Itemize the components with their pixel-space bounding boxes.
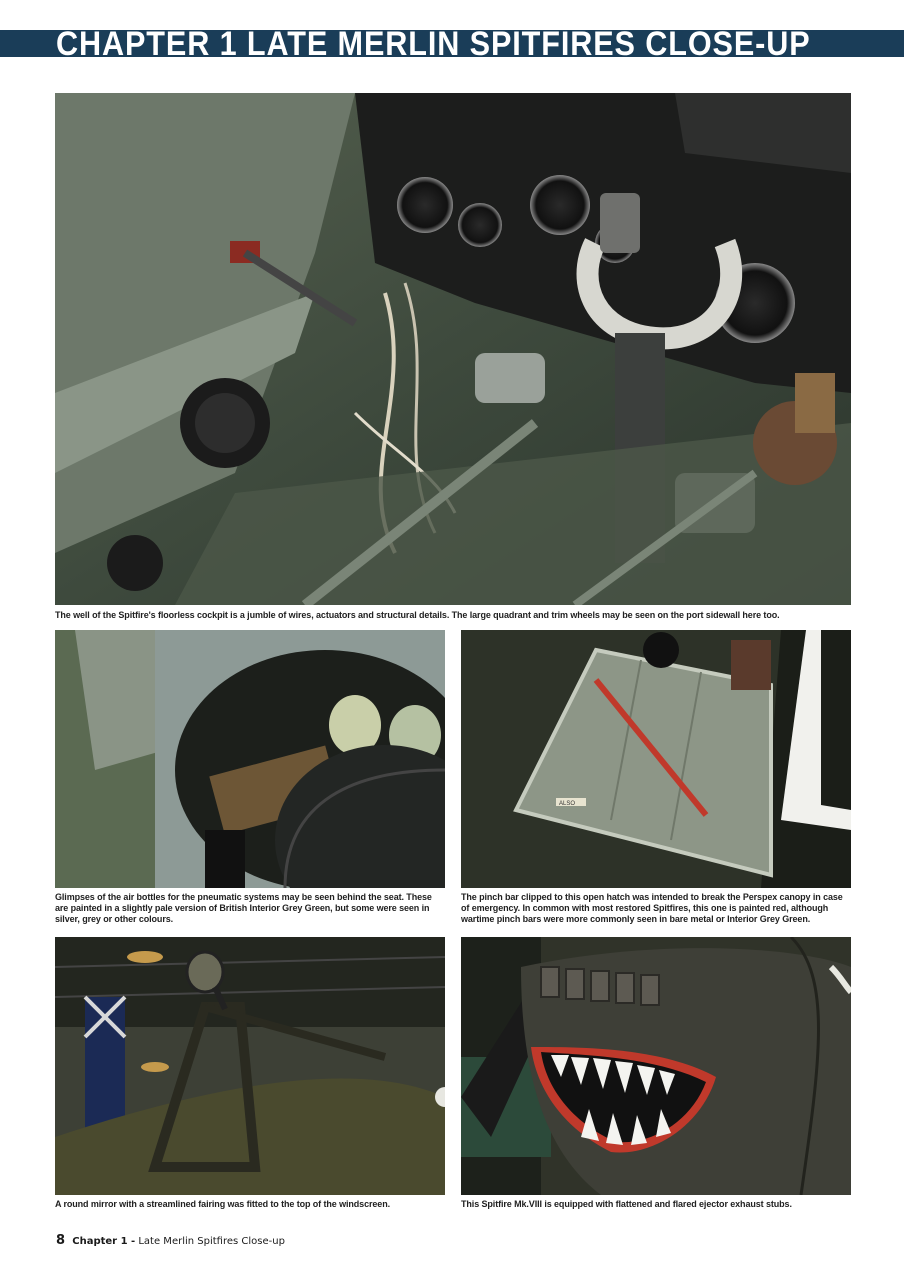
mirror-photo	[55, 937, 445, 1195]
hatch-caption: The pinch bar clipped to this open hatch was intended to break the Perspex canopy in case of emergency. In common with most restored Spitfires, this one is painted red, although wartime pinch bars were more commonly seen in bare metal or Interior Grey Green.	[461, 892, 843, 924]
cockpit-caption: The well of the Spitfire's floorless cockpit is a jumble of wires, actuators and structural details. The large quadrant and trim wheels may be seen on the port sidewall here too.	[55, 610, 780, 620]
hatch-illustration	[461, 630, 851, 888]
sharkmouth-photo	[461, 937, 851, 1195]
hatch-stencil-text: ALSO	[559, 801, 576, 807]
chapter-title: CHAPTER 1 LATE MERLIN SPITFIRES CLOSE-UP	[56, 25, 811, 63]
footer-chapter-label: Chapter 1 -	[72, 1236, 136, 1247]
sharkmouth-illustration	[461, 937, 851, 1195]
air-bottles-illustration	[55, 630, 445, 888]
page-number: 8	[56, 1233, 66, 1248]
footer-chapter-title: Late Merlin Spitfires Close-up	[138, 1236, 285, 1247]
air-bottles-photo	[55, 630, 445, 888]
mirror-caption: A round mirror with a streamlined fairing was fitted to the top of the windscreen.	[55, 1199, 391, 1209]
cockpit-illustration	[55, 93, 851, 605]
mirror-illustration	[55, 937, 445, 1195]
chapter-header-band	[0, 25, 904, 63]
hatch-photo	[461, 630, 851, 888]
page-footer	[56, 1233, 285, 1248]
air-bottles-caption: Glimpses of the air bottles for the pneumatic systems may be seen behind the seat. These are painted in a slightly pale version of British Interior Grey Green, but some were seen in silver, grey or other colours.	[55, 892, 432, 924]
sharkmouth-caption: This Spitfire Mk.VIII is equipped with flattened and flared ejector exhaust stubs.	[461, 1199, 792, 1209]
cockpit-photo	[55, 93, 851, 605]
